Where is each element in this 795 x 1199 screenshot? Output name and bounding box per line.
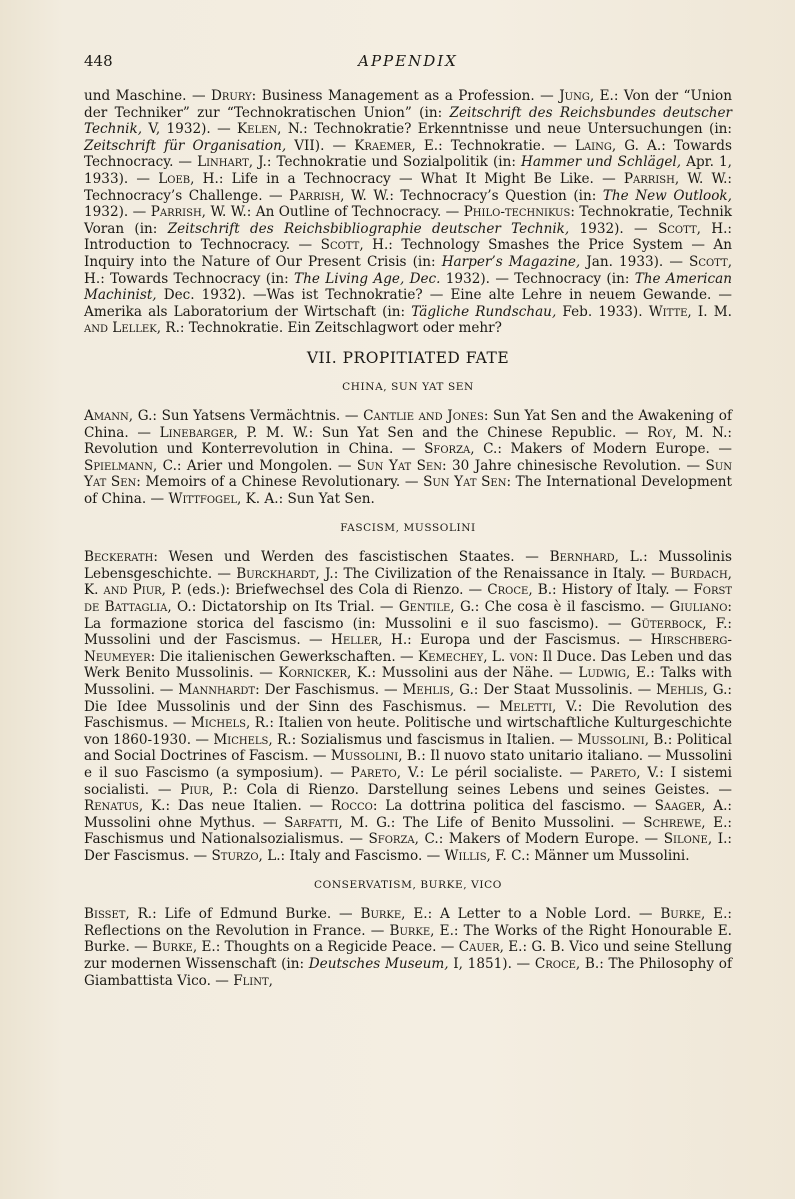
section-title: VII. PROPITIATED FATE: [306, 348, 510, 367]
page-header: [84, 52, 732, 76]
subsection-heading-conservatism: CONSERVATISM, BURKE, VICO: [314, 878, 502, 891]
subsection-heading-fascism: FASCISM, MUSSOLINI: [340, 521, 476, 534]
bibliography-paragraph-conservatism: Bisset, R.: Life of Edmund Burke. — Burke, E.: A Letter to a Noble Lord. — Burke, E.: Reflections on the Revolution in France. — Burke, E.: The Works of the Right Honourable E. Burke. — Burke, E.: Thoughts on a Regicide Peace. — Cauer, E.: G. B. Vico und seine Stellung zur modernen Wissenschaft (in: Deutsches Museum, I, 1851). — Croce, B.: The Philosophy of Giambattista Vico. — Flint,: [84, 906, 733, 989]
page-number: 448: [84, 52, 113, 70]
subsection-heading-china: CHINA, SUN YAT SEN: [342, 380, 474, 393]
running-head: APPENDIX: [358, 52, 458, 70]
page-body: [84, 88, 732, 989]
bibliography-paragraph-fascism: Beckerath: Wesen und Werden des fascistischen Staates. — Bernhard, L.: Mussolinis Lebensgeschichte. — Burckhardt, J.: The Civilization of the Renaissance in Italy. — Burdach, K. and Piur, P. (eds.): Briefwechsel des Cola di Rienzo. — Croce, B.: History of Italy. — Forst de Battaglia, O.: Dictatorship on Its Trial. — Gentile, G.: Che cosa è il fascismo. — Giuliano: La formazione storica del fascismo (in: Mussolini e il suo fascismo). — Güterbock, F.: Mussolini und der Fascismus. — Heller, H.: Europa und der Fascismus. — Hirschberg-Neumeyer: Die italienischen Gewerkschaften. — Kemechey, L. von: Il Duce. Das Leben und das Werk Benito Mussolinis. — Kornicker, K.: Mussolini aus der Nähe. — Ludwig, E.: Talks with Mussolini. — Mannhardt: Der Faschismus. — Mehlis, G.: Der Staat Mussolinis. — Mehlis, G.: Die Idee Mussolinis und der Sinn des Faschismus. — Meletti, V.: Die Revolution des Faschismus. — Michels, R.: Italien von heute. Politische und wirtschaftliche Kulturgeschichte von 1860-1930. — Michels, R.: Sozialismus und fascismus in Italien. — Mussolini, B.: Political and Social Doctrines of Fascism. — Mussolini, B.: Il nuovo stato unitario italiano. — Mussolini e il suo Fascismo (a symposium). — Pareto, V.: Le péril socialiste. — Pareto, V.: I sistemi socialisti. — Piur, P.: Cola di Rienzo. Darstellung seines Lebens und seines Geistes. — Renatus, K.: Das neue Italien. — Rocco: La dottrina politica del fascismo. — Saager, A.: Mussolini ohne Mythus. — Sarfatti, M. G.: The Life of Benito Mussolini. — Schrewe, E.: Faschismus und Nationalsozialismus. — Sforza, C.: Makers of Modern Europe. — Silone, I.: Der Fascismus. — Sturzo, L.: Italy and Fascismo. — Willis, F. C.: Männer um Mussolini.: [84, 549, 733, 864]
bibliography-paragraph-technocracy: und Maschine. — Drury: Business Management as a Profession. — Jung, E.: Von der “Union der Techniker” zur “Technokratischen Union” (in: Zeitschrift des Reichsbundes deutscher Technik, V, 1932). — Kelen, N.: Technokratie? Erkenntnisse und neue Untersuchungen (in: Zeitschrift für Organisation, VII). — Kraemer, E.: Technokratie. — Laing, G. A.: Towards Technocracy. — Linhart, J.: Technokratie und Sozialpolitik (in: Hammer und Schlägel, Apr. 1, 1933). — Loeb, H.: Life in a Technocracy — What It Might Be Like. — Parrish, W. W.: Technocracy’s Challenge. — Parrish, W. W.: Technocracy’s Question (in: The New Outlook, 1932). — Parrish, W. W.: An Outline of Technocracy. — Philo-technikus: Technokratie, Technik Voran (in: Zeitschrift des Reichsbibliographie deutscher Technik, 1932). — Scott, H.: Introduction to Technocracy. — Scott, H.: Technology Smashes the Price System — An Inquiry into the Nature of Our Present Crisis (in: Harper’s Magazine, Jan. 1933). — Scott, H.: Towards Technocracy (in: The Living Age, Dec. 1932). — Technocracy (in: The American Machinist, Dec. 1932). —Was ist Technokratie? — Eine alte Lehre in neuem Gewande. — Amerika als Laboratorium der Wirtschaft (in: Tägliche Rundschau, Feb. 1933). Witte, I. M. and Lellek, R.: Technokratie. Ein Zeitschlagwort oder mehr?: [84, 88, 733, 337]
bibliography-paragraph-china: Amann, G.: Sun Yatsens Vermächtnis. — Cantlie and Jones: Sun Yat Sen and the Awakening of China. — Linebarger, P. M. W.: Sun Yat Sen and the Chinese Republic. — Roy, M. N.: Revolution und Konterrevolution in China. — Sforza, C.: Makers of Modern Europe. — Spielmann, C.: Arier und Mongolen. — Sun Yat Sen: 30 Jahre chinesische Revolution. — Sun Yat Sen: Memoirs of a Chinese Revolutionary. — Sun Yat Sen: The International Development of China. — Wittfogel, K. A.: Sun Yat Sen.: [84, 408, 733, 508]
